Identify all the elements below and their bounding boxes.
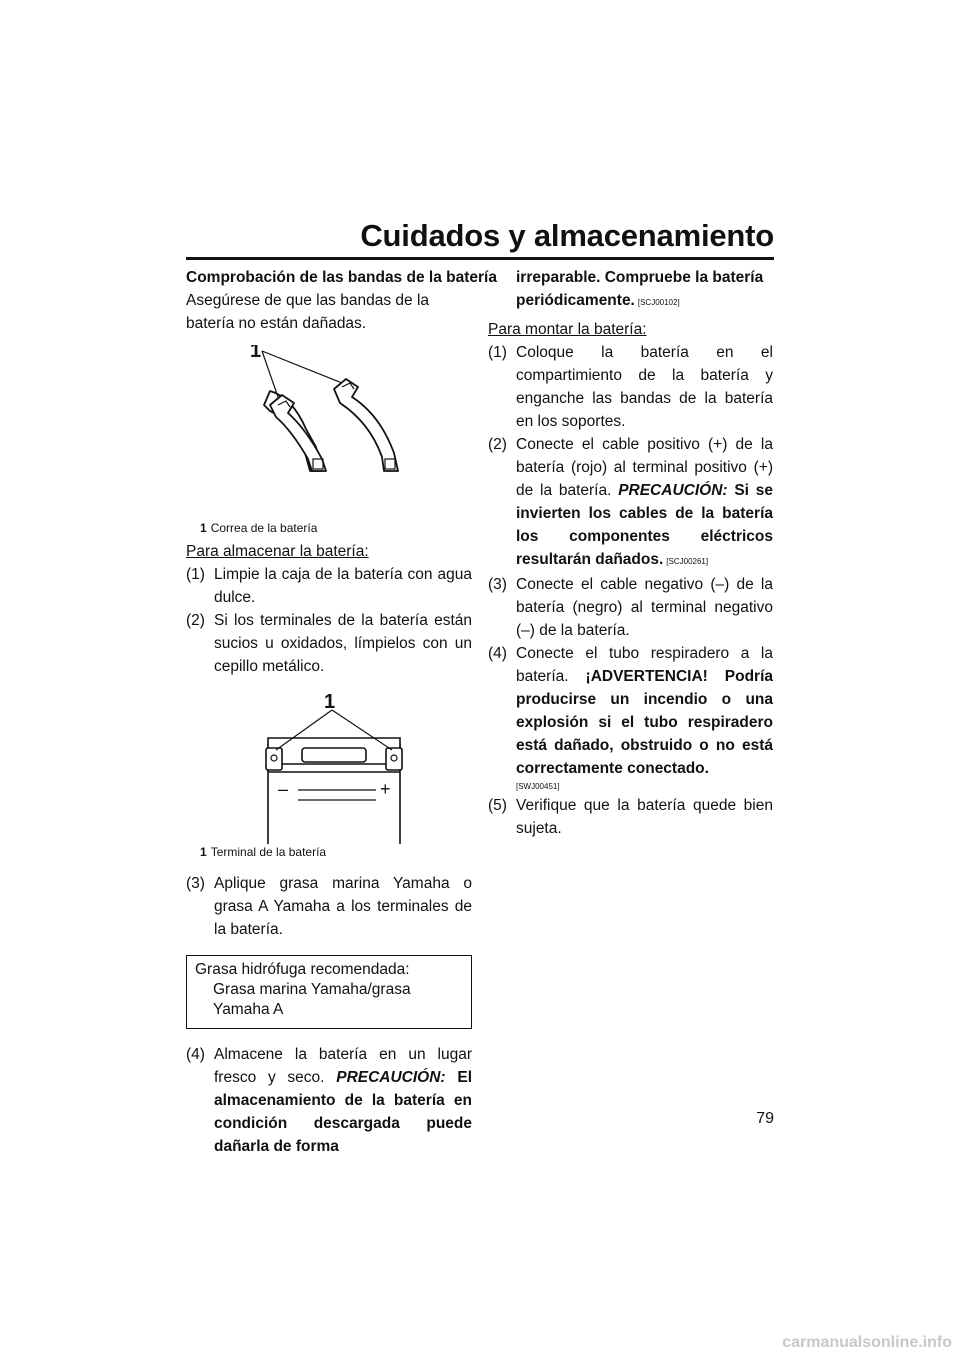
step-text xyxy=(516,642,773,794)
grease-label: Grasa hidrófuga recomendada: xyxy=(195,961,410,978)
warning-code: [SWJ00451] xyxy=(516,782,560,791)
storage-step-1 xyxy=(186,563,472,609)
watermark: carmanualsonline.info xyxy=(782,1334,952,1351)
caution-label: PRECAUCIÓN: xyxy=(618,482,728,499)
mount-step-4 xyxy=(488,642,773,794)
figure1-callout: 1 xyxy=(250,345,262,362)
step-number: (1) xyxy=(186,566,205,583)
step-number: (4) xyxy=(186,1046,205,1063)
figure1-caption-text: Correa de la batería xyxy=(210,521,318,535)
mount-step-5 xyxy=(488,794,773,840)
step-text: Coloque la batería en el compartimiento de la batería y enganche las bandas de la batería en los soportes. xyxy=(516,344,773,430)
caution-code: [SCJ00261] xyxy=(666,557,709,566)
figure2-caption-text: Terminal de la batería xyxy=(210,845,327,859)
caution-text: Si se invierten los cables de la batería los componentes eléctricos resultarán dañados. xyxy=(516,482,773,568)
caution-continuation xyxy=(488,266,773,314)
caution-text: El almacenamiento de la batería en condición descargada puede dañarla de forma xyxy=(214,1069,473,1155)
step-number: (1) xyxy=(488,344,507,361)
storage-step-3 xyxy=(186,872,472,941)
intro-paragraph: Asegúrese de que las bandas de la batería no están dañadas. xyxy=(186,292,430,332)
figure1-caption-number: 1 xyxy=(200,521,207,535)
step-number: (2) xyxy=(488,436,507,453)
caution-code: [SCJ00102] xyxy=(637,298,680,307)
step4-text: Almacene la batería en un lugar fresco y seco. xyxy=(214,1046,472,1086)
figure-battery-terminals xyxy=(186,694,472,844)
left-column xyxy=(186,266,497,1158)
page-title: Cuidados y almacenamiento xyxy=(360,218,774,253)
step-text xyxy=(516,433,773,573)
grease-recommendation-box xyxy=(186,955,472,1029)
step2-text: Conecte el cable positivo (+) de la batería (rojo) al terminal positivo (+) de la batería. xyxy=(516,436,773,499)
grease-value: Grasa marina Yamaha/grasa Yamaha A xyxy=(213,981,411,1018)
figure2-caption-number: 1 xyxy=(200,845,207,859)
step-number: (2) xyxy=(186,612,205,629)
step-number: (4) xyxy=(488,645,507,662)
step-number: (3) xyxy=(488,576,507,593)
step-text: Si los terminales de la batería están sucios u oxidados, límpielos con un cepillo metálico. xyxy=(214,612,472,675)
battery-illustration xyxy=(186,694,472,844)
storage-step-2 xyxy=(186,609,472,678)
step-text: Verifique que la batería quede bien sujeta. xyxy=(516,797,773,837)
figure-battery-straps xyxy=(186,345,472,520)
warning-text: ¡ADVERTENCIA! Podría producirse un incendio o una explosión si el tubo respiradero está dañado, obstruido o no está correctamente conectado. xyxy=(516,668,773,777)
caution-label: PRECAUCIÓN: xyxy=(336,1069,446,1086)
battery-strap-illustration xyxy=(186,345,472,520)
step-number: (5) xyxy=(488,797,507,814)
step-number: (3) xyxy=(186,875,205,892)
mount-step-3 xyxy=(488,573,773,642)
plus-sign: + xyxy=(380,779,391,799)
step-text: Aplique grasa marina Yamaha o grasa A Yamaha a los terminales de la batería. xyxy=(214,875,472,938)
storage-heading: Para almacenar la batería: xyxy=(186,543,369,560)
mount-step-2 xyxy=(488,433,773,573)
step4-text: Conecte el tubo respiradero a la batería. xyxy=(516,645,773,685)
figure2-callout: 1 xyxy=(324,694,336,713)
mount-heading: Para montar la batería: xyxy=(488,321,647,338)
page-number: 79 xyxy=(756,1110,774,1127)
step-text xyxy=(214,1043,472,1158)
minus-sign: – xyxy=(278,779,289,799)
right-column xyxy=(488,266,773,840)
section-heading-battery-bands: Comprobación de las bandas de la batería xyxy=(186,269,497,286)
mount-step-1 xyxy=(488,341,773,433)
header-rule xyxy=(186,257,774,260)
caution-continuation-text: irreparable. Compruebe la batería periódicamente. xyxy=(516,269,764,309)
figure1-caption xyxy=(186,520,472,536)
storage-step-4 xyxy=(186,1043,472,1158)
figure2-caption xyxy=(186,844,472,860)
step-text: Conecte el cable negativo (–) de la batería (negro) al terminal negativo (–) de la batería. xyxy=(516,576,773,639)
step-text: Limpie la caja de la batería con agua dulce. xyxy=(214,566,472,606)
